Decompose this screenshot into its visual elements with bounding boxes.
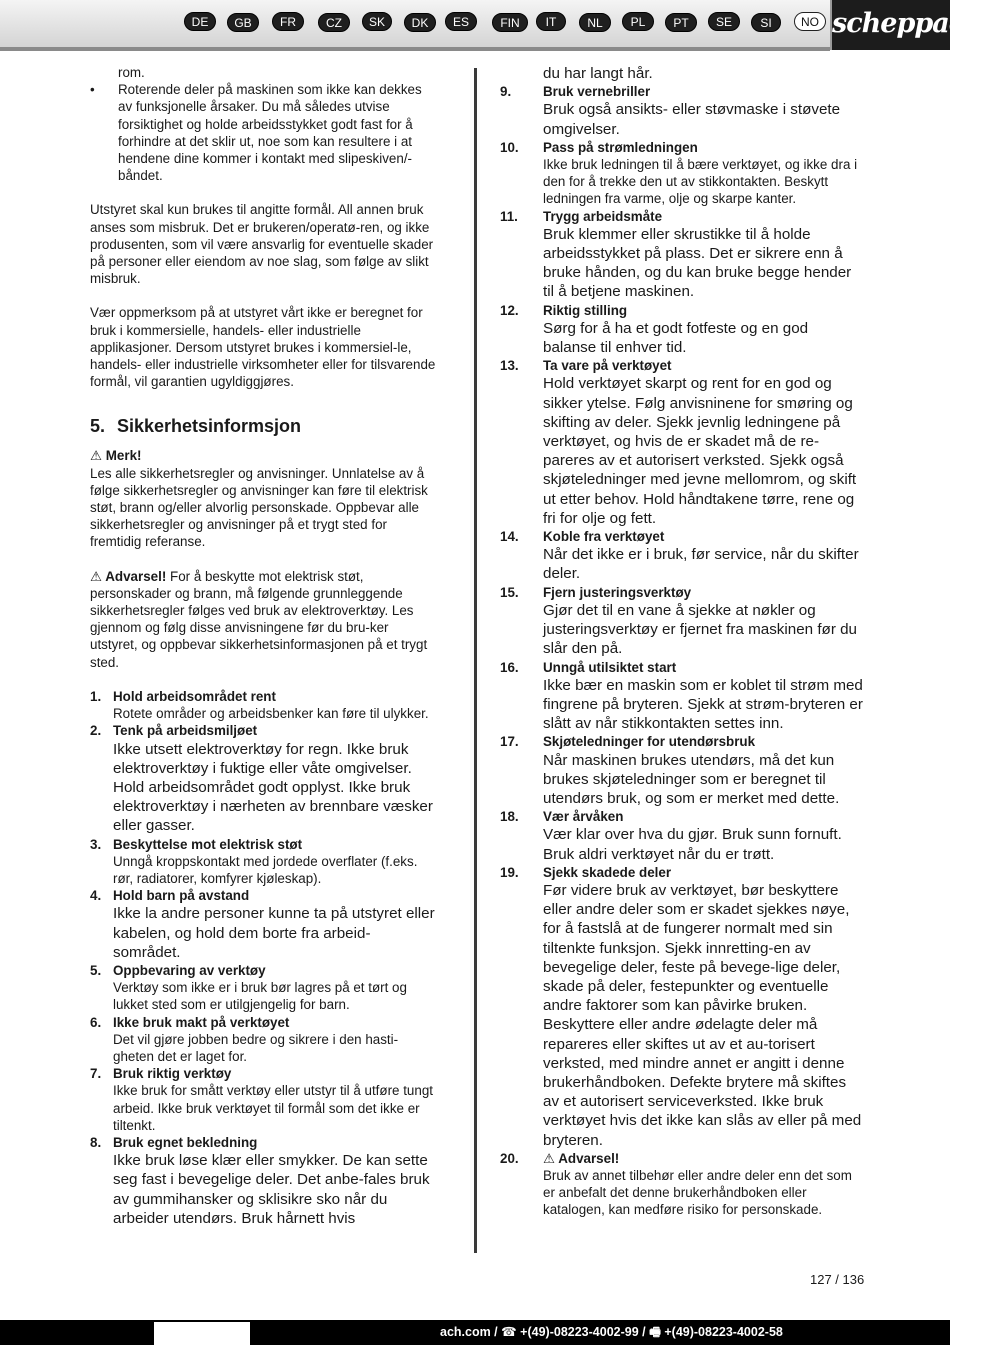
item-title: Koble fra verktøyet <box>543 529 665 545</box>
continued-text: du har langt hår. <box>543 65 653 82</box>
item-title: Bruk riktig verktøy <box>113 1066 232 1082</box>
language-tab-se[interactable]: SE <box>708 12 740 31</box>
footer-block <box>154 1322 250 1345</box>
language-tab-dk[interactable]: DK <box>404 13 436 32</box>
item-text: Rotete områder og arbeidsbenker kan føre til ulykker. <box>113 706 429 722</box>
item-text: Verktøy som ikke er i bruk bør lagres på et tørt og lukket sted som er utilgjengelig for barn. <box>113 980 407 1013</box>
safety-item <box>90 962 438 1014</box>
warning-paragraph <box>90 568 438 671</box>
section-heading <box>90 415 438 437</box>
item-number: 4. <box>90 888 102 904</box>
header-rule <box>0 47 830 51</box>
right-column <box>500 64 865 1219</box>
item-title: Ta vare på verktøyet <box>543 358 672 374</box>
language-tab-es[interactable]: ES <box>445 12 477 31</box>
item-title: Bruk vernebriller <box>543 84 651 100</box>
language-tab-gb[interactable]: GB <box>227 13 259 32</box>
item-text: Ikke la andre personer kunne ta på utstyret eller kabelen, og hold dem borte fra arbeid-sområdet. <box>113 905 435 961</box>
item-title: Bruk egnet bekledning <box>113 1134 258 1150</box>
safety-item <box>90 688 438 722</box>
safety-item <box>90 722 438 835</box>
language-tab-sk[interactable]: SK <box>362 12 392 31</box>
item-text: Bruk også ansikts- eller støvmaske i støvete omgivelser. <box>543 101 841 138</box>
item-text: Det vil gjøre jobben bedre og sikrere i den hasti-gheten det er laget for. <box>113 1031 399 1064</box>
safety-item <box>90 1065 438 1134</box>
item-number: 14. <box>500 529 519 545</box>
item-text: Når det ikke er i bruk, før service, når du skifter deler. <box>543 546 859 583</box>
safety-item <box>500 357 865 528</box>
warning-icon: ⚠ <box>90 448 103 464</box>
item-number: 16. <box>500 659 519 675</box>
item-number: 20. <box>500 1150 519 1166</box>
item-title: Pass på strømledningen <box>543 139 698 155</box>
item-text: Unngå kroppskontakt med jordede overflater (f.eks. rør, radiatorer, komfyrer kjøleskap). <box>113 853 418 886</box>
safety-item <box>500 864 865 1150</box>
item-number: 17. <box>500 734 519 750</box>
language-tab-pl[interactable]: PL <box>622 12 654 31</box>
safety-item <box>500 83 865 139</box>
bullet-icon: • <box>90 82 95 98</box>
item-title: Tenk på arbeidsmiljøet <box>113 723 258 739</box>
language-tab-it[interactable]: IT <box>536 12 566 31</box>
language-tab-fr[interactable]: FR <box>272 12 304 31</box>
language-tab-fin[interactable]: FIN <box>492 13 528 32</box>
continued-text: rom. <box>118 65 145 80</box>
language-tab-cz[interactable]: CZ <box>318 13 350 32</box>
item-title: Unngå utilsiktet start <box>543 659 677 675</box>
item-title: Vær årvåken <box>543 809 624 825</box>
item-title: Beskyttelse mot elektrisk støt <box>113 836 303 852</box>
section-title: Sikkerhetsinformsjon <box>117 416 302 437</box>
item-text: Før videre bruk av verktøyet, bør beskyttere eller andre deler som er skadet sjekkes nøye, for å fastslå at de fungerer normalt med sin tiltenkte funksjon. Sjekk innretting-en av bevegelige deler, feste på bevege-lige deler, skade på deler, festepunkter og eventuelle andre faktorer som kan påvirke bruken. Beskyttere eller andre ødelagte deler må repareres eller skiftes ut av et au-torisert verksted, med mindre annet er angitt i denne brukerhåndboken. Defekte brytere må skiftes av et autorisert serviceverksted. Ikke bruk verktøyet hvis det ikke kan slås av eller på med bryteren. <box>543 881 862 1149</box>
safety-item <box>90 1014 438 1066</box>
item-title: Oppbevaring av verktøy <box>113 962 266 978</box>
item-number: 12. <box>500 302 519 318</box>
item-title: ⚠ Advarsel! <box>543 1150 620 1166</box>
item-text: Sørg for å ha et godt fotfeste og en god balanse til enhver tid. <box>543 319 809 357</box>
item-number: 9. <box>500 84 512 100</box>
item-number: 19. <box>500 864 519 880</box>
list-item <box>90 81 438 184</box>
item-text: Bruk av annet tilbehør eller andre deler enn det som er anbefalt det denne brukerhåndboken eller katalogen, kan medføre risiko for personskade. <box>543 1167 852 1218</box>
item-text: Ikke bruk ledningen til å bære verktøyet, og ikke dra i den for å trekke den ut av stikkontakten. Beskytt ledningen fra varme, olje og skarpe kanter. <box>543 157 858 207</box>
item-number: 8. <box>90 1134 102 1150</box>
item-number: 15. <box>500 584 519 600</box>
left-column <box>90 64 438 1228</box>
item-number: 6. <box>90 1014 102 1030</box>
note-text: Les alle sikkerhetsregler og anvisninger. Unnlatelse av å følge sikkerhetsregler og anvisninger kan føre til elektrisk støt, brann og/eller alvorlig personskade. Oppbevar alle sikkerhetsregler og anvisninger på et trygt sted for fremtidig referanse. <box>90 465 428 550</box>
section-number: 5. <box>90 416 106 437</box>
item-title: Sjekk skadede deler <box>543 864 672 880</box>
item-text: Ikke bær en maskin som er koblet til strøm med fingrene på bryteren. Sjekk at strøm-bryteren er slått av når stikkontakten settes inn. <box>543 676 863 733</box>
warning-icon: ⚠ <box>90 568 103 584</box>
item-number: 2. <box>90 723 102 739</box>
item-title: Hold arbeidsområdet rent <box>113 688 276 704</box>
item-text: Hold verktøyet skarpt og rent for en god og sikker ytelse. Følg anvisninene for smøring og skifting av deler. Sjekk jevnlig ledningene på verktøyet, og hvis de er skadet må de re-pareres av et autorisert verksted. Sjekk også skjøteledninger med jevne mellomrom, og skift ut etter behov. Hold håndtakene tørre, rene og fri for olje og fett. <box>543 375 857 527</box>
brand-logo: scheppach <box>830 0 950 50</box>
item-number: 13. <box>500 358 519 374</box>
item-number: 7. <box>90 1066 102 1082</box>
item-text: Når maskinen brukes utendørs, må det kun brukes skjøteledninger som er beregnet til utendørs bruk, og som er merket med dette. <box>543 751 840 807</box>
safety-item <box>500 808 865 864</box>
item-title: Hold barn på avstand <box>113 888 250 904</box>
safety-item <box>90 887 438 962</box>
item-text: Bruk klemmer eller skrustikke til å holde arbeidsstykket på plass. Det er sikrere enn å bruke hånden, og du kan bruke begge hender til å betjene maskinen. <box>543 225 852 301</box>
item-text: Gjør det til en vane å sjekke at nøkler og justeringsverktøy er fjernet fra maskinen før du slår den på. <box>543 601 857 658</box>
paragraph: Utstyret skal kun brukes til angitte formål. All annen bruk anses som misbruk. Det er brukeren/operatø-ren, og ikke produsenten, som vil være ansvarlig for eventuelle skader på personer eller eiendom av noe slag, som følge av slikt misbruk. <box>90 202 434 287</box>
language-tab-no[interactable]: NO <box>794 12 826 31</box>
item-number: 3. <box>90 836 102 852</box>
item-title: Fjern justeringsverktøy <box>543 584 692 600</box>
item-text: Ikke bruk løse klær eller smykker. De kan sette seg fast i bevegelige deler. Det anbe-fales bruk av gummihansker og sklisikre sko når du arbeider utendørs. Bruk hårnett hvis <box>113 1152 430 1227</box>
footer-contact: ach.com / ☎ +(49)-08223-4002-99 / 🖷 +(49)-08223-4002-58 <box>440 1325 783 1339</box>
item-text: Ikke bruk for smått verktøy eller utstyr til å utføre tungt arbeid. Ikke bruk verktøyet til formål som det ikke er tiltenkt. <box>113 1083 433 1133</box>
language-tab-pt[interactable]: PT <box>665 13 697 32</box>
safety-list-right <box>500 83 865 1218</box>
note-heading <box>90 447 438 464</box>
safety-item <box>90 836 438 888</box>
warning-label: Advarsel! <box>105 568 167 584</box>
item-title: Ikke bruk makt på verktøyet <box>113 1014 290 1030</box>
item-number: 5. <box>90 962 102 978</box>
item-number: 10. <box>500 139 519 155</box>
note-label: Merk! <box>105 448 142 464</box>
safety-item <box>500 1150 865 1219</box>
item-text: Vær klar over hva du gjør. Bruk sunn fornuft. Bruk aldri verktøyet når du er trøtt. <box>543 826 842 863</box>
column-divider <box>474 68 477 1253</box>
bullet-text: Roterende deler på maskinen som ikke kan dekkes av funksjonelle årsaker. Du må således utvise forsiktighet og holde arbeidsstykket godt fast for å forhindre at det sklir ut, noe som kan resultere i at hendene dine kommer i kontakt med slipeskiven/-båndet. <box>118 82 422 184</box>
warning-text: For å beskytte mot elektrisk støt, personskader og brann, må følgende grunnleggende sikkerhetsregler følges ved bruk av elektroverktøy. Les gjennom og følg disse anvisningene før du bru-ker utstyret, og oppbevar sikkerhetsinformasjonen på et trygt sted. <box>90 568 428 670</box>
language-tab-de[interactable]: DE <box>184 12 216 31</box>
safety-item <box>500 584 865 659</box>
safety-item <box>500 659 865 734</box>
safety-item <box>500 139 865 208</box>
safety-item <box>500 302 865 358</box>
safety-list-left <box>90 688 438 1228</box>
item-title: Riktig stilling <box>543 302 628 318</box>
paragraph: Vær oppmerksom på at utstyret vårt ikke er beregnet for bruk i kommersielle, handels- eller industrielle applikasjoner. Dersom utstyret brukes i kommersiel-le, handels- eller industrielle virksomheter eller for tilsvarende formål, vil garantien ugyldiggjøres. <box>90 305 436 390</box>
item-text: Ikke utsett elektroverktøy for regn. Ikke bruk elektroverktøy i fuktige eller våte omgivelser. Hold arbeidsområdet godt opplyst. Ikke bruk elektroverktøy i nærheten av brennbare væsker eller gasser. <box>113 740 433 835</box>
item-title: Skjøteledninger for utendørsbruk <box>543 734 756 750</box>
safety-item <box>500 208 865 302</box>
item-number: 1. <box>90 688 102 704</box>
language-tab-si[interactable]: SI <box>751 13 781 32</box>
safety-item <box>500 733 865 808</box>
item-number: 11. <box>500 208 518 224</box>
page-number: 127 / 136 <box>810 1272 865 1287</box>
language-tab-nl[interactable]: NL <box>579 13 611 32</box>
safety-item <box>90 1134 438 1228</box>
item-number: 18. <box>500 809 519 825</box>
safety-item <box>500 528 865 584</box>
item-title: Trygg arbeidsmåte <box>543 208 663 224</box>
